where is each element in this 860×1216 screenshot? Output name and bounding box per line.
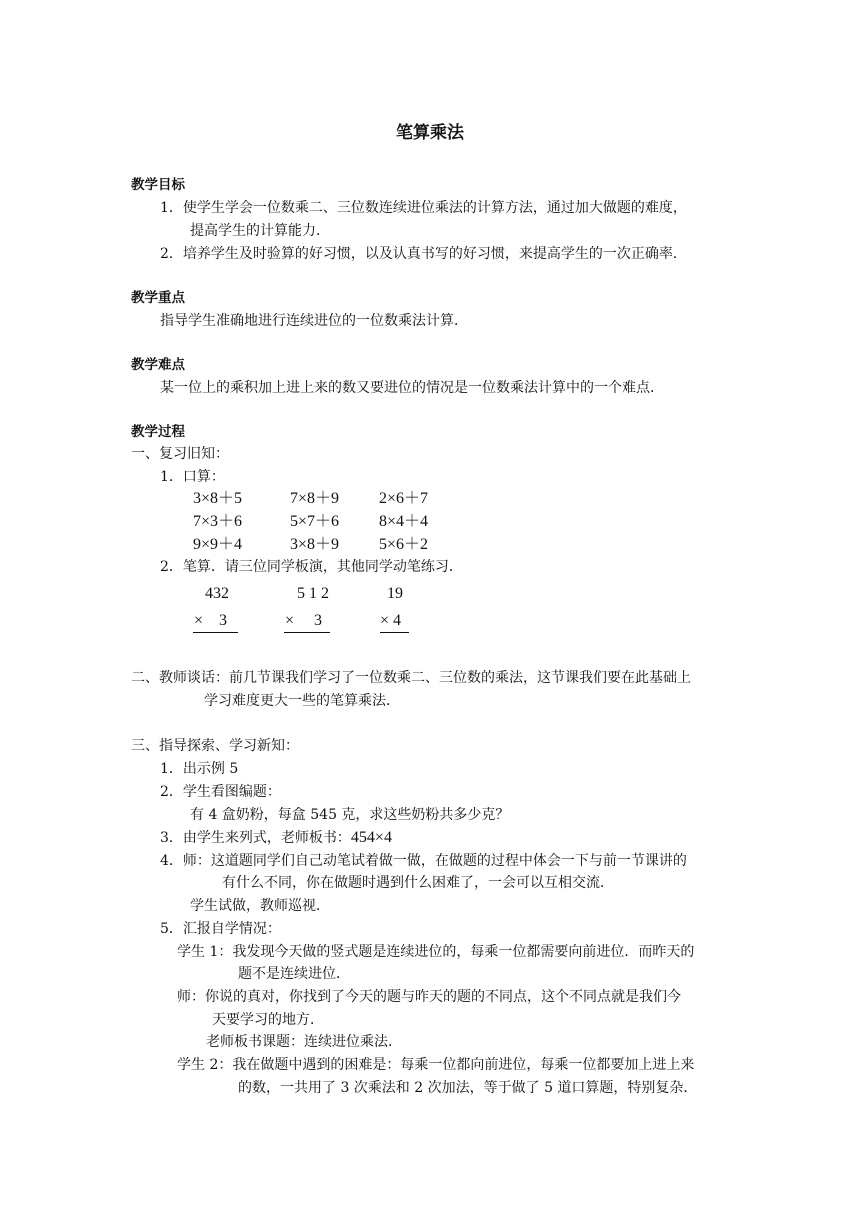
written-calc-label: 2．笔算．请三位同学板演，其他同学动笔练习． bbox=[160, 559, 463, 575]
step-4-line-2: 有什么不同，你在做题时遇到什么困难了，一会可以互相交流． bbox=[222, 875, 614, 891]
vertical-underline bbox=[284, 632, 330, 633]
part-2-line-2: 学习难度更大一些的笔算乘法． bbox=[204, 693, 400, 709]
oral-item: 9×9＋4 bbox=[193, 536, 243, 553]
teacher-line-2: 天要学习的地方． bbox=[212, 1012, 324, 1028]
vertical-top-number: 19 bbox=[387, 585, 403, 602]
section-heading-process: 教学过程 bbox=[131, 424, 185, 440]
teacher-board-note: 老师板书课题：连续进位乘法． bbox=[206, 1034, 402, 1050]
section-heading-key: 教学重点 bbox=[131, 290, 185, 306]
step-2: 2．学生看图编题： bbox=[160, 784, 281, 800]
goal-item-1-line-2: 提高学生的计算能力． bbox=[190, 223, 330, 239]
vertical-multiplier: × 3 bbox=[285, 612, 323, 629]
step-5: 5．汇报自学情况： bbox=[160, 921, 281, 937]
student-2-line-1: 学生 2：我在做题中遇到的困难是：每乘一位都向前进位，每乘一位都要加上进上来 bbox=[177, 1057, 695, 1073]
oral-item: 8×4＋4 bbox=[379, 513, 429, 530]
student-1-line-2: 题不是连续进位． bbox=[238, 966, 350, 982]
goal-item-1-line-1: 1．使学生学会一位数乘二、三位数连续进位乘法的计算方法，通过加大做题的难度， bbox=[160, 200, 687, 216]
oral-item: 3×8＋9 bbox=[290, 536, 340, 553]
oral-item: 5×7＋6 bbox=[290, 513, 340, 530]
key-text: 指导学生准确地进行连续进位的一位数乘法计算． bbox=[160, 313, 468, 329]
step-4-line-1: 4．师：这道题同学们自己动笔试着做一做，在做题的过程中体会一下与前一节课讲的 bbox=[160, 853, 687, 869]
oral-calc-label: 1．口算： bbox=[160, 469, 225, 485]
vertical-underline bbox=[193, 632, 238, 633]
oral-item: 7×3＋6 bbox=[193, 513, 243, 530]
difficulty-text: 某一位上的乘积加上进上来的数又要进位的情况是一位数乘法计算中的一个难点． bbox=[160, 380, 664, 396]
student-2-line-2: 的数，一共用了 3 次乘法和 2 次加法，等于做了 5 道口算题，特别复杂． bbox=[238, 1080, 698, 1096]
oral-item: 7×8＋9 bbox=[290, 490, 340, 507]
step-3-label: 3．由学生来列式，老师板书： bbox=[160, 830, 351, 846]
student-1-line-1: 学生 1：我发现今天做的竖式题是连续进位的，每乘一位都需要向前进位．而昨天的 bbox=[177, 944, 695, 960]
page-title: 笔算乘法 bbox=[396, 123, 464, 143]
section-heading-difficulty: 教学难点 bbox=[131, 357, 185, 373]
teacher-line-1: 师：你说的真对，你找到了今天的题与昨天的题的不同点，这个不同点就是我们今 bbox=[177, 989, 681, 1005]
oral-item: 5×6＋2 bbox=[379, 536, 429, 553]
section-heading-goal: 教学目标 bbox=[131, 177, 185, 193]
step-4-note: 学生试做，教师巡视． bbox=[190, 898, 330, 914]
part-1-heading: 一、复习旧知： bbox=[131, 446, 229, 462]
part-3-heading: 三、指导探索、学习新知： bbox=[131, 738, 299, 754]
step-2-problem: 有 4 盒奶粉，每盒 545 克，求这些奶粉共多少克？ bbox=[190, 807, 510, 823]
part-2-line-1: 二、教师谈话：前几节课我们学习了一位数乘二、三位数的乘法，这节课我们要在此基础上 bbox=[131, 670, 691, 686]
oral-item: 2×6＋7 bbox=[379, 490, 429, 507]
vertical-top-number: 5 1 2 bbox=[297, 585, 329, 602]
goal-item-2: 2．培养学生及时验算的好习惯，以及认真书写的好习惯，来提高学生的一次正确率． bbox=[160, 246, 687, 262]
step-3-expression: 454×4 bbox=[350, 829, 392, 846]
vertical-top-number: 432 bbox=[205, 585, 229, 602]
step-1: 1．出示例 5 bbox=[160, 761, 239, 777]
vertical-multiplier: × 4 bbox=[380, 612, 402, 629]
oral-item: 3×8＋5 bbox=[193, 490, 243, 507]
vertical-multiplier: × 3 bbox=[194, 612, 228, 629]
step-3 bbox=[160, 828, 392, 848]
vertical-underline bbox=[380, 632, 409, 633]
